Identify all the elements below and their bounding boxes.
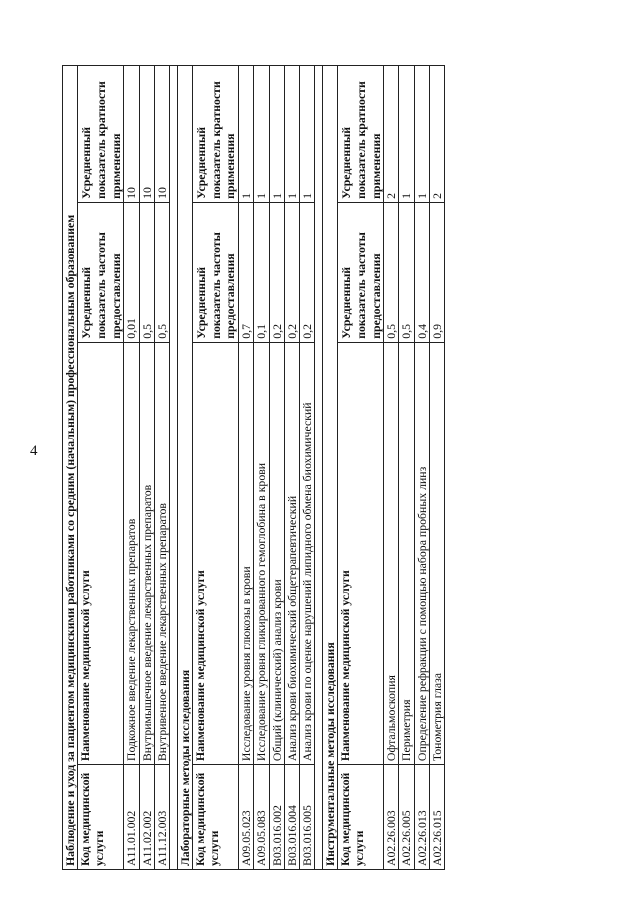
table-row <box>124 66 139 870</box>
multiplicity-value: 10 <box>139 66 154 203</box>
page-number: 4 <box>30 443 38 459</box>
header-name: Наименование медицинской услуги <box>78 342 124 764</box>
service-code: B03.016.002 <box>269 765 284 870</box>
frequency-value: 0,9 <box>429 202 444 342</box>
frequency-value: 0,1 <box>254 202 269 342</box>
column-header-row <box>192 66 238 870</box>
multiplicity-value: 2 <box>384 66 399 203</box>
multiplicity-value: 1 <box>284 66 299 203</box>
header-name: Наименование медицинской услуги <box>192 342 238 764</box>
header-code: Код медицинской услуги <box>78 765 124 870</box>
frequency-value: 0,01 <box>124 202 139 342</box>
services-table <box>62 65 445 870</box>
multiplicity-value: 2 <box>429 66 444 203</box>
frequency-value: 0,7 <box>239 202 254 342</box>
header-name: Наименование медицинской услуги <box>338 342 384 764</box>
frequency-value: 0,2 <box>269 202 284 342</box>
column-header-row <box>338 66 384 870</box>
service-name: Общий (клинический) анализ крови <box>269 342 284 764</box>
table-row <box>284 66 299 870</box>
service-code: A02.26.003 <box>384 765 399 870</box>
table-row <box>239 66 254 870</box>
header-frequency: Усредненный показатель частоты предоставления <box>338 202 384 342</box>
service-code: A09.05.023 <box>239 765 254 870</box>
frequency-value: 0,4 <box>414 202 429 342</box>
frequency-value: 0,5 <box>399 202 414 342</box>
service-code: A11.02.002 <box>139 765 154 870</box>
spacer-cell <box>169 66 177 870</box>
frequency-value: 0,2 <box>299 202 314 342</box>
frequency-value: 0,2 <box>284 202 299 342</box>
header-code: Код медицинской услуги <box>192 765 238 870</box>
table-row <box>399 66 414 870</box>
multiplicity-value: 1 <box>414 66 429 203</box>
multiplicity-value: 1 <box>399 66 414 203</box>
service-name: Определение рефракции с помощью набора пробных линз <box>414 342 429 764</box>
service-name: Исследование уровня глюкозы в крови <box>239 342 254 764</box>
service-code: A09.05.083 <box>254 765 269 870</box>
section-heading: Лабораторные методы исследования <box>177 66 192 870</box>
header-multiplicity: Усредненный показатель кратности применения <box>78 66 124 203</box>
section-heading-row <box>177 66 192 870</box>
service-name: Подкожное введение лекарственных препаратов <box>124 342 139 764</box>
table-row <box>254 66 269 870</box>
table-row <box>154 66 169 870</box>
service-code: A02.26.005 <box>399 765 414 870</box>
frequency-value: 0,5 <box>139 202 154 342</box>
section-spacer <box>169 66 177 870</box>
service-name: Внутримышечное введение лекарственных препаратов <box>139 342 154 764</box>
service-code: A11.12.003 <box>154 765 169 870</box>
service-name: Внутривенное введение лекарственных препаратов <box>154 342 169 764</box>
table-row <box>414 66 429 870</box>
spacer-cell <box>314 66 322 870</box>
service-name: Исследование уровня гликированного гемоглобина в крови <box>254 342 269 764</box>
table-row <box>429 66 444 870</box>
multiplicity-value: 1 <box>239 66 254 203</box>
service-code: A02.26.015 <box>429 765 444 870</box>
service-code: B03.016.004 <box>284 765 299 870</box>
header-frequency: Усредненный показатель частоты предоставления <box>78 202 124 342</box>
table-row <box>269 66 284 870</box>
table-row <box>139 66 154 870</box>
service-name: Офтальмоскопия <box>384 342 399 764</box>
service-name: Периметрия <box>399 342 414 764</box>
header-multiplicity: Усредненный показатель кратности применения <box>192 66 238 203</box>
multiplicity-value: 1 <box>269 66 284 203</box>
service-code: A02.26.013 <box>414 765 429 870</box>
service-name: Анализ крови биохимический общетерапевтический <box>284 342 299 764</box>
rotated-page-content <box>62 65 578 870</box>
header-frequency: Усредненный показатель частоты предоставления <box>192 202 238 342</box>
table-row <box>384 66 399 870</box>
frequency-value: 0,5 <box>154 202 169 342</box>
multiplicity-value: 10 <box>154 66 169 203</box>
service-code: B03.016.005 <box>299 765 314 870</box>
header-multiplicity: Усредненный показатель кратности применения <box>338 66 384 203</box>
service-code: A11.01.002 <box>124 765 139 870</box>
table-row <box>299 66 314 870</box>
section-spacer <box>314 66 322 870</box>
section-heading-row <box>322 66 337 870</box>
service-name: Тонометрия глаза <box>429 342 444 764</box>
section-heading: Инструментальные методы исследования <box>322 66 337 870</box>
service-name: Анализ крови по оценке нарушений липидного обмена биохимический <box>299 342 314 764</box>
table-title: Наблюдение и уход за пациентом медицинскими работниками со средним (начальным) профессиональным образованием <box>63 66 78 870</box>
frequency-value: 0,5 <box>384 202 399 342</box>
header-code: Код медицинской услуги <box>338 765 384 870</box>
multiplicity-value: 10 <box>124 66 139 203</box>
multiplicity-value: 1 <box>299 66 314 203</box>
multiplicity-value: 1 <box>254 66 269 203</box>
column-header-row <box>78 66 124 870</box>
